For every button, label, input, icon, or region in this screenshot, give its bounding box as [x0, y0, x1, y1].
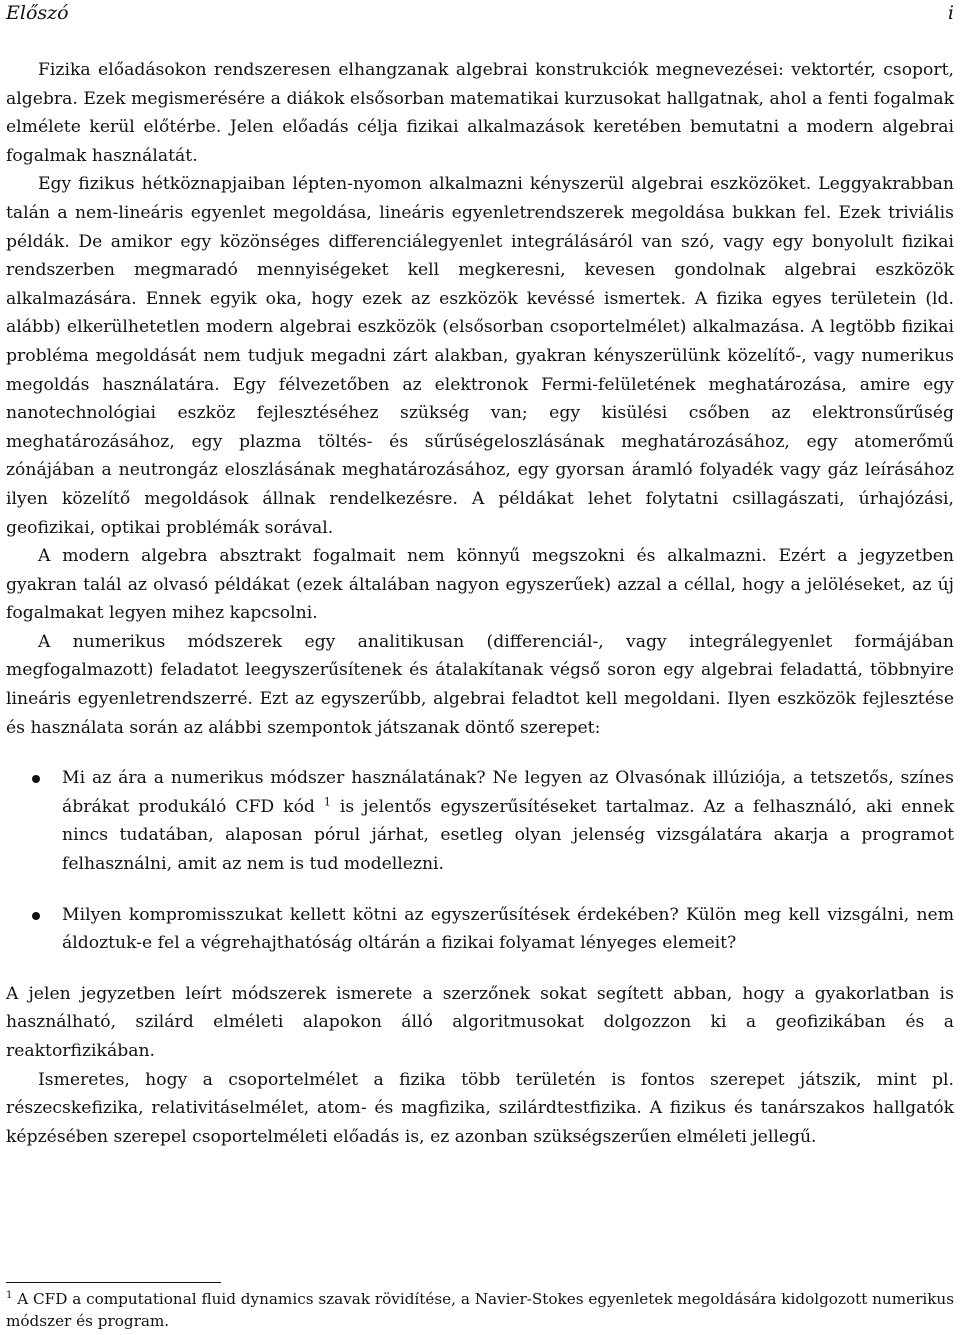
footnote-divider — [6, 1282, 221, 1283]
bullet-icon — [32, 775, 40, 783]
list-item — [6, 764, 954, 878]
bullet-icon — [32, 912, 40, 920]
paragraph-algebra-usage: Egy fizikus hétköznapjaiban lépten-nyomon alkalmazni kényszerül algebrai eszközöket. Leggyakrabban talán a nem-lineáris egyenlet megoldása, lineáris egyenletrendszerek megoldása bukkan fel. Ezek triviális példák. De amikor egy közönséges differenciálegyenlet integrálásáról van szó, vagy egy bonyolult fizikai rendszerben megmaradó mennyiségeket kell megkeresni, kevesen gondolnak algebrai eszközök alkalmazására. Ennek egyik oka, hogy ezek az eszközök kevéssé ismertek. A fizika egyes területein (ld. alább) elkerülhetetlen modern algebrai eszközök (elsősorban csoportelmélet) alkalmazása. A legtöbb fizikai probléma megoldását nem tudjuk megadni zárt alakban, gyakran kényszerülünk közelítő-, vagy numerikus megoldás használatára. Egy félvezetőben az elektronok Fermi-felületének meghatározása, amire egy nanotechnológiai eszköz fejlesztéséhez szükség van; egy kisülési csőben az elektronsűrűség meghatározásához, egy plazma töltés- és sűrűségeloszlásának meghatározásához, egy atomerőmű zónájában a neutrongáz eloszlásának meghatározásához, egy gyorsan áramló folyadék vagy gáz leírásához ilyen közelítő megoldások állnak rendelkezésre. A példákat lehet folytatni csillagászati, úrhajózási, geofizikai, optikai problémák sorával. — [6, 174, 954, 538]
list-item-text: Milyen kompromisszukat kellett kötni az egyszerűsítések érdekében? Külön meg kell vizsgálni, nem áldoztuk-e fel a végrehajthatóság oltárán a fizikai folyamat lényeges elemeit? — [62, 904, 954, 954]
list-item — [6, 901, 954, 958]
considerations-list — [6, 764, 954, 958]
page-number: i — [947, 2, 954, 24]
paragraph-author-experience: A jelen jegyzetben leírt módszerek ismerete a szerzőnek sokat segített abban, hogy a gyakorlatban is használható, szilárd elméleti alapokon álló algoritmusokat dolgozzon ki a geofizikában és a reaktorfizikában. — [6, 983, 954, 1061]
paragraph-group-theory: Ismeretes, hogy a csoportelmélet a fizika több területén is fontos szerepet játszik, mint pl. részecskefizika, relativitáselmélet, atom- és magfizika, szilárdtestfizika. A fizikus és tanárszakos hallgatók képzésében szerepel csoportelméleti előadás is, ez azonban szükségszerűen elméleti jellegű. — [6, 1069, 954, 1147]
list-item-text-start: Mi az ára a numerikus módszer használatának? Ne legyen az Olvasónak illúziója, a tetszetős, színes ábrákat produkáló CFD kód — [62, 768, 954, 817]
footnote-mark: 1 — [6, 1289, 13, 1301]
list-item-text-end: is jelentős egyszerűsítéseket tartalmaz. Az a felhasználó, aki ennek nincs tudatában, alaposan pórul járhat, esetleg olyan jelenség vizsgálatára akarja a programot felhasználni, amit az nem is tud modellezni. — [62, 796, 954, 875]
body-text — [6, 56, 954, 1151]
paragraph-numerical-methods: A numerikus módszerek egy analitikusan (differenciál-, vagy integrálegyenlet formájában megfogalmazott) feladatot leegyszerűsítenek és átalakítanak végső soron egy algebrai feladattá, többnyire lineáris egyenletrendszerré. Ezt az egyszerűbb, algebrai feladtot kell megoldani. Ilyen eszközök fejlesztése és használata során az alábbi szempontok játszanak döntő szerepet: — [6, 631, 954, 738]
footnote — [6, 1288, 954, 1332]
running-header — [6, 2, 954, 32]
paragraph-intro: Fizika előadásokon rendszeresen elhangzanak algebrai konstrukciók megnevezései: vektortér, csoport, algebra. Ezek megismerésére a diákok elsősorban matematikai kurzusokat hallgatnak, ahol a fenti fogalmak elmélete kerül előtérbe. Jelen előadás célja fizikai alkalmazások keretében bemutatni a modern algebrai fogalmak használatát. — [6, 60, 954, 166]
chapter-title: Előszó — [6, 2, 69, 24]
paragraph-modern-algebra: A modern algebra absztrakt fogalmait nem könnyű megszokni és alkalmazni. Ezért a jegyzetben gyakran talál az olvasó példákat (ezek általában nagyon egyszerűek) azzal a céllal, hogy a jelöléseket, az új fogalmakat legyen mihez kapcsolni. — [6, 546, 954, 624]
footnote-text: A CFD a computational fluid dynamics szavak rövidítése, a Navier-Stokes egyenletek megoldására kidolgozott numerikus módszer és program. — [6, 1290, 954, 1330]
footnote-reference[interactable]: 1 — [323, 795, 331, 809]
